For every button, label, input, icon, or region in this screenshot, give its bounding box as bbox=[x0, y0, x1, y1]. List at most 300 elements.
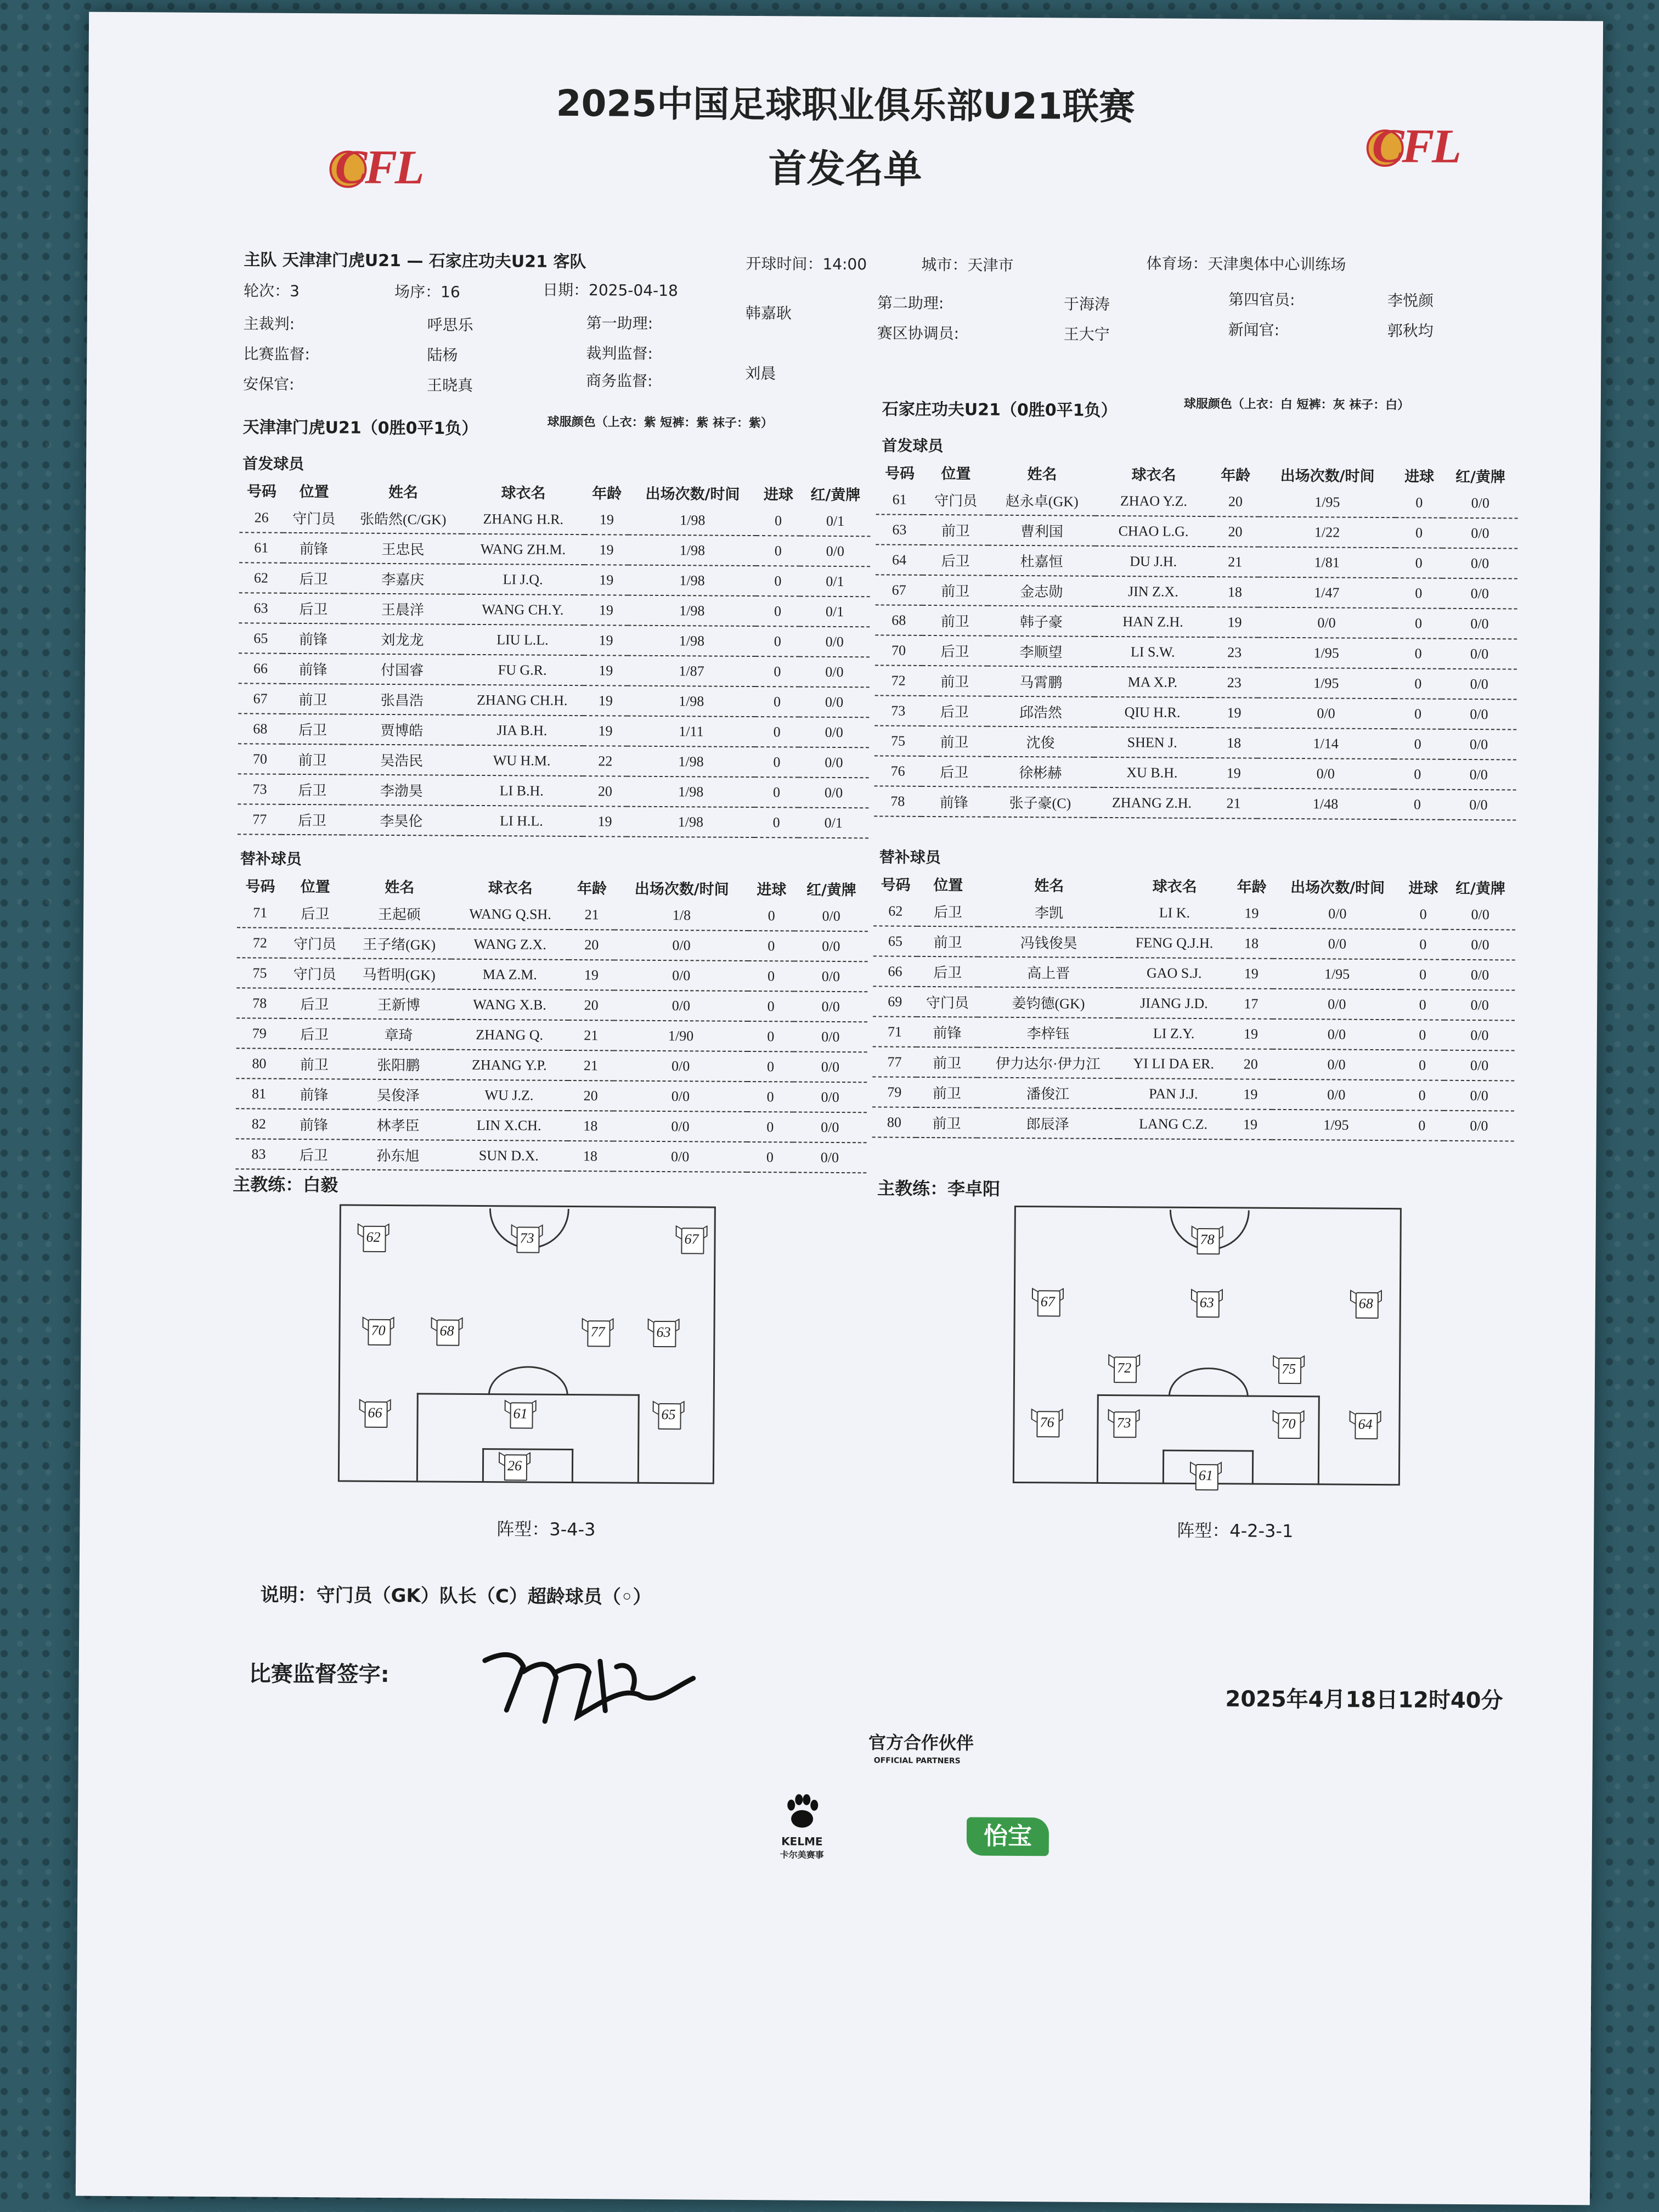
cell-name: 王子绪(GK) bbox=[347, 928, 452, 959]
col-header-apps: 出场次数/时间 bbox=[634, 880, 729, 898]
jersey-icon bbox=[652, 1400, 684, 1427]
cell-goals: 0 bbox=[755, 596, 799, 626]
cell-name: 李渤昊 bbox=[343, 774, 460, 805]
cell-goals: 0 bbox=[1395, 578, 1442, 609]
cell-age: 20 bbox=[568, 990, 614, 1021]
col-header-goals: 进球 bbox=[763, 486, 793, 503]
cell-name: 李凯 bbox=[978, 897, 1119, 928]
col-header-cards: 红/黄牌 bbox=[810, 486, 861, 504]
away-formation: 阵型：4-2-3-1 bbox=[1177, 1519, 1294, 1542]
cell-cards: 0/0 bbox=[799, 627, 870, 657]
home-subs-table bbox=[235, 871, 868, 1173]
cell-number: 69 bbox=[873, 986, 917, 1016]
player-row bbox=[239, 503, 870, 536]
cell-goals: 0 bbox=[755, 656, 799, 686]
cell-shirt-name: SUN D.X. bbox=[450, 1140, 568, 1171]
cell-cards: 0/0 bbox=[799, 687, 869, 718]
official-label: 第四官员: bbox=[1228, 290, 1295, 309]
player-row bbox=[238, 774, 868, 808]
cell-number: 67 bbox=[876, 575, 923, 605]
cell-cards: 0/0 bbox=[1441, 759, 1516, 790]
cell-name: 姜钧德(GK) bbox=[978, 987, 1119, 1018]
cell-shirt-name: WANG CH.Y. bbox=[461, 594, 584, 625]
jersey-number: 63 bbox=[656, 1324, 671, 1341]
cell-shirt-name: LI J.Q. bbox=[461, 564, 584, 595]
cell-age: 19 bbox=[568, 960, 614, 990]
official-value: 陆杨 bbox=[427, 346, 458, 364]
player-row bbox=[236, 988, 867, 1022]
cell-age: 19 bbox=[585, 505, 629, 534]
cell-goals: 0 bbox=[748, 1021, 794, 1052]
cell-age: 21 bbox=[1211, 547, 1259, 577]
cell-shirt-name: DU J.H. bbox=[1095, 546, 1211, 577]
jersey-number: 77 bbox=[590, 1324, 605, 1340]
cell-goals: 0 bbox=[747, 1142, 793, 1173]
jersey-icon bbox=[504, 1399, 536, 1426]
cell-age: 18 bbox=[567, 1111, 613, 1141]
cell-position: 守门员 bbox=[284, 503, 345, 533]
cell-apps: 1/98 bbox=[627, 807, 754, 837]
player-row bbox=[238, 804, 868, 838]
cell-apps: 0/0 bbox=[614, 1050, 748, 1081]
cell-position: 后卫 bbox=[283, 563, 345, 594]
cell-name: 张皓然(C/GK) bbox=[345, 503, 462, 533]
cell-apps: 1/87 bbox=[628, 656, 755, 686]
cell-shirt-name: WANG Q.SH. bbox=[452, 899, 569, 930]
sign-datetime: 2025年4月18日12时40分 bbox=[1225, 1686, 1503, 1714]
cell-name: 杜嘉恒 bbox=[988, 545, 1095, 576]
cell-apps: 1/22 bbox=[1259, 517, 1395, 548]
cell-shirt-name: HAN Z.H. bbox=[1094, 606, 1211, 637]
jersey-number: 73 bbox=[1116, 1415, 1131, 1431]
cell-apps: 0/0 bbox=[1273, 989, 1401, 1020]
cell-number: 63 bbox=[876, 514, 923, 545]
cell-name: 张子豪(C) bbox=[986, 787, 1093, 818]
cell-goals: 0 bbox=[755, 747, 799, 777]
cell-shirt-name: WU H.M. bbox=[460, 745, 583, 776]
jersey-icon bbox=[1108, 1408, 1139, 1436]
cell-name: 伊力达尔·伊力江 bbox=[978, 1048, 1119, 1079]
paw-icon bbox=[780, 1788, 824, 1832]
cell-apps: 0/0 bbox=[614, 930, 748, 960]
cell-age: 21 bbox=[568, 1050, 614, 1081]
col-header-shirt-name: 球衣名 bbox=[1152, 877, 1197, 896]
cell-apps: 1/90 bbox=[614, 1020, 748, 1051]
player-row bbox=[876, 485, 1518, 518]
col-header-cards: 红/黄牌 bbox=[1455, 880, 1506, 897]
cell-cards: 0/0 bbox=[1445, 900, 1515, 930]
cell-cards: 0/0 bbox=[793, 1082, 867, 1112]
cell-age: 18 bbox=[1229, 928, 1274, 958]
away-formation-pitch bbox=[1013, 1206, 1402, 1485]
cell-shirt-name: JIA B.H. bbox=[460, 715, 583, 746]
cell-apps: 0/0 bbox=[613, 1080, 747, 1111]
city: 城市：天津市 bbox=[921, 255, 1014, 274]
cell-shirt-name: LI H.L. bbox=[460, 806, 583, 836]
supervisor-signature bbox=[473, 1628, 704, 1739]
col-header-number: 号码 bbox=[245, 877, 275, 896]
cell-goals: 0 bbox=[754, 807, 798, 837]
player-row bbox=[239, 593, 870, 627]
cell-goals: 0 bbox=[756, 566, 800, 596]
cell-goals: 0 bbox=[748, 901, 794, 931]
away-subs-table bbox=[872, 870, 1516, 1141]
cell-apps: 1/8 bbox=[614, 900, 748, 930]
player-row bbox=[873, 986, 1515, 1020]
cell-goals: 0 bbox=[748, 931, 794, 961]
cell-shirt-name: ZHANG Q. bbox=[451, 1020, 568, 1050]
cell-goals: 0 bbox=[1401, 959, 1445, 989]
jersey-icon bbox=[1031, 1408, 1063, 1435]
cell-number: 76 bbox=[874, 756, 922, 786]
player-row bbox=[239, 653, 870, 687]
cell-goals: 0 bbox=[747, 1082, 793, 1112]
cell-goals: 0 bbox=[1393, 789, 1441, 820]
cell-cards: 0/0 bbox=[1445, 930, 1515, 960]
cell-age: 21 bbox=[568, 900, 614, 930]
cell-goals: 0 bbox=[1400, 1080, 1444, 1110]
player-row bbox=[236, 958, 867, 992]
cell-shirt-name: SHEN J. bbox=[1094, 727, 1210, 758]
cell-goals: 0 bbox=[756, 536, 800, 566]
cell-position: 前卫 bbox=[922, 726, 987, 757]
cell-cards: 0/0 bbox=[1444, 960, 1515, 990]
player-row bbox=[236, 1018, 867, 1052]
cell-age: 20 bbox=[1228, 1049, 1273, 1079]
cell-position: 前卫 bbox=[922, 666, 987, 696]
cell-position: 前锋 bbox=[283, 533, 345, 564]
player-row bbox=[873, 1016, 1515, 1050]
cell-shirt-name: LIU L.L. bbox=[461, 624, 584, 655]
cell-name: 王新博 bbox=[346, 989, 451, 1020]
col-header-goals: 进球 bbox=[1408, 879, 1438, 897]
home-starters-table bbox=[238, 476, 871, 838]
home-coach: 主教练：白毅 bbox=[233, 1174, 338, 1196]
cell-cards: 0/0 bbox=[794, 901, 868, 931]
cell-goals: 0 bbox=[1394, 699, 1441, 729]
cell-cards: 0/0 bbox=[1442, 639, 1517, 669]
cell-shirt-name: LIN X.CH. bbox=[450, 1110, 568, 1141]
jersey-number: 73 bbox=[520, 1230, 534, 1246]
cell-shirt-name: YI LI DA ER. bbox=[1119, 1048, 1229, 1079]
jersey-icon bbox=[647, 1318, 679, 1345]
cell-number: 65 bbox=[239, 623, 283, 653]
cell-cards: 0/0 bbox=[799, 717, 869, 748]
official-label: 安保官: bbox=[242, 375, 295, 393]
cell-number: 66 bbox=[873, 956, 917, 986]
match-date: 日期：2025-04-18 bbox=[543, 280, 678, 300]
official-label: 第二助理: bbox=[877, 294, 944, 313]
cell-shirt-name: MA Z.M. bbox=[452, 959, 569, 990]
cell-name: 邱浩然 bbox=[987, 696, 1094, 727]
cell-name: 张阳鹏 bbox=[346, 1049, 451, 1080]
jersey-number: 64 bbox=[1358, 1416, 1373, 1432]
player-row bbox=[874, 725, 1516, 759]
cell-apps: 1/95 bbox=[1272, 1110, 1400, 1140]
cbest-logo: 怡宝 bbox=[967, 1817, 1049, 1856]
cell-apps: 0/0 bbox=[614, 960, 748, 990]
cell-number: 73 bbox=[238, 774, 281, 804]
cell-shirt-name: JIANG J.D. bbox=[1119, 988, 1229, 1018]
home-team-name: 天津津门虎U21（0胜0平1负） bbox=[242, 418, 478, 438]
cell-cards: 0/1 bbox=[799, 596, 870, 627]
jersey-number: 61 bbox=[513, 1405, 528, 1422]
official-label: 主裁判: bbox=[243, 314, 295, 333]
cell-position: 前卫 bbox=[282, 744, 343, 775]
cell-position: 后卫 bbox=[281, 804, 343, 835]
cell-goals: 0 bbox=[1395, 638, 1442, 669]
cell-name: 马霄鹏 bbox=[988, 666, 1094, 697]
cell-number: 72 bbox=[237, 927, 283, 958]
jersey-icon bbox=[1350, 1289, 1382, 1316]
cell-number: 61 bbox=[876, 485, 923, 515]
cell-cards: 0/0 bbox=[794, 991, 867, 1022]
cell-age: 19 bbox=[1228, 1109, 1273, 1139]
jersey-number: 62 bbox=[366, 1229, 381, 1245]
jersey-number: 68 bbox=[439, 1322, 454, 1339]
cell-cards: 0/0 bbox=[800, 536, 870, 567]
col-header-name: 姓名 bbox=[388, 483, 419, 501]
cell-age: 23 bbox=[1211, 637, 1258, 668]
col-header-position: 位置 bbox=[299, 483, 329, 500]
cell-goals: 0 bbox=[1401, 929, 1446, 959]
cell-cards: 0/0 bbox=[794, 961, 867, 992]
cell-position: 后卫 bbox=[917, 897, 979, 927]
player-row bbox=[875, 665, 1517, 699]
cell-shirt-name: GAO S.J. bbox=[1119, 958, 1229, 988]
cell-position: 前锋 bbox=[283, 654, 344, 684]
player-row bbox=[872, 1046, 1514, 1080]
cell-number: 77 bbox=[238, 804, 281, 834]
jersey-number: 61 bbox=[1198, 1467, 1214, 1484]
cell-name: 吴浩民 bbox=[343, 744, 460, 775]
round: 轮次：3 bbox=[243, 282, 300, 300]
cell-name: 韩子豪 bbox=[988, 606, 1094, 637]
player-row bbox=[872, 1107, 1514, 1141]
player-row bbox=[875, 635, 1517, 669]
cell-cards: 0/0 bbox=[1441, 790, 1516, 820]
cell-apps: 1/98 bbox=[629, 535, 757, 566]
cell-position: 前卫 bbox=[922, 575, 988, 606]
signature-label: 比赛监督签字: bbox=[249, 1661, 390, 1688]
sheet-subtitle: 首发名单 bbox=[768, 146, 922, 192]
cell-number: 63 bbox=[239, 593, 283, 623]
kelme-logo bbox=[758, 1788, 847, 1861]
cell-number: 62 bbox=[239, 562, 283, 593]
cell-age: 18 bbox=[567, 1141, 613, 1172]
cell-apps: 0/0 bbox=[1273, 1049, 1401, 1080]
cell-position: 前锋 bbox=[917, 1017, 978, 1048]
cell-shirt-name: MA X.P. bbox=[1094, 667, 1211, 697]
player-row bbox=[876, 575, 1517, 609]
cell-age: 20 bbox=[583, 776, 627, 806]
cell-cards: 0/0 bbox=[799, 747, 869, 778]
cell-apps: 0/0 bbox=[1273, 1019, 1401, 1050]
cell-name: 李梓钰 bbox=[978, 1017, 1119, 1049]
legend-note: 说明：守门员（GK）队长（C）超龄球员（◦） bbox=[260, 1584, 652, 1608]
cell-number: 75 bbox=[874, 725, 922, 756]
cell-name: 贾博皓 bbox=[343, 714, 460, 745]
cell-apps: 1/95 bbox=[1258, 638, 1395, 669]
cell-age: 19 bbox=[583, 716, 627, 746]
cell-cards: 0/0 bbox=[799, 657, 870, 688]
cell-number: 70 bbox=[875, 635, 922, 666]
player-row bbox=[238, 744, 869, 778]
cell-position: 前卫 bbox=[916, 1107, 978, 1138]
official-value: 李悦颜 bbox=[1387, 291, 1434, 310]
cell-position: 后卫 bbox=[917, 956, 979, 987]
cell-apps: 0/0 bbox=[613, 1141, 747, 1172]
official-value: 王晓真 bbox=[426, 376, 473, 395]
col-header-name: 姓名 bbox=[1034, 877, 1064, 894]
cell-shirt-name: ZHANG CH.H. bbox=[461, 685, 584, 716]
cell-shirt-name: WANG ZH.M. bbox=[461, 534, 584, 565]
player-row bbox=[237, 927, 868, 961]
home-kit-colors: 球服颜色（上衣：紫 短裤：紫 袜子：紫） bbox=[547, 415, 774, 431]
col-header-name: 姓名 bbox=[1027, 465, 1057, 483]
jersey-icon bbox=[1191, 1288, 1223, 1315]
cell-number: 71 bbox=[237, 898, 283, 928]
cell-shirt-name: FENG Q.J.H. bbox=[1119, 927, 1229, 958]
cell-apps: 0/0 bbox=[1273, 928, 1401, 959]
player-row bbox=[876, 544, 1517, 578]
cell-shirt-name: XU B.H. bbox=[1094, 757, 1210, 788]
col-header-position: 位置 bbox=[941, 465, 971, 482]
jersey-number: 67 bbox=[684, 1231, 699, 1247]
cell-name: 金志勋 bbox=[988, 576, 1095, 606]
jersey-icon bbox=[431, 1316, 462, 1343]
jersey-icon bbox=[357, 1223, 389, 1250]
cell-number: 26 bbox=[239, 503, 283, 532]
cell-position: 后卫 bbox=[282, 774, 343, 805]
cell-number: 81 bbox=[236, 1078, 282, 1109]
col-header-goals: 进球 bbox=[1404, 468, 1435, 486]
cell-position: 前卫 bbox=[916, 1077, 978, 1108]
col-header-number: 号码 bbox=[884, 464, 915, 482]
cell-apps: 1/95 bbox=[1273, 959, 1401, 989]
cell-name: 郎辰泽 bbox=[977, 1108, 1118, 1139]
cell-age: 19 bbox=[584, 685, 628, 716]
cell-shirt-name: LI Z.Y. bbox=[1119, 1018, 1229, 1049]
cell-position: 前锋 bbox=[283, 623, 344, 654]
cell-age: 18 bbox=[1211, 577, 1259, 607]
cell-name: 林孝臣 bbox=[346, 1110, 450, 1140]
player-row bbox=[874, 756, 1516, 790]
cell-cards: 0/0 bbox=[1444, 1020, 1515, 1051]
official-label: 比赛监督: bbox=[243, 345, 310, 364]
cell-age: 19 bbox=[583, 806, 627, 836]
cell-name: 徐彬赫 bbox=[987, 757, 1094, 787]
cell-goals: 0 bbox=[1395, 548, 1442, 578]
cell-shirt-name: FU G.R. bbox=[461, 655, 584, 685]
cell-cards: 0/0 bbox=[1444, 1111, 1514, 1141]
cell-cards: 0/0 bbox=[794, 931, 868, 961]
cell-cards: 0/0 bbox=[1442, 609, 1517, 639]
cell-position: 守门员 bbox=[923, 485, 988, 515]
cell-shirt-name: LANG C.Z. bbox=[1118, 1108, 1228, 1139]
cell-cards: 0/0 bbox=[1442, 669, 1517, 700]
jersey-icon bbox=[362, 1316, 394, 1343]
cell-position: 后卫 bbox=[282, 714, 343, 745]
col-header-shirt-name: 球衣名 bbox=[1131, 466, 1176, 484]
cell-age: 20 bbox=[567, 1080, 613, 1111]
cell-goals: 0 bbox=[747, 1051, 793, 1082]
cell-age: 19 bbox=[1210, 697, 1257, 728]
cell-cards: 0/0 bbox=[1441, 699, 1516, 730]
cell-position: 守门员 bbox=[283, 928, 347, 959]
cell-number: 80 bbox=[872, 1107, 917, 1137]
player-row bbox=[238, 683, 869, 717]
cell-apps: 1/47 bbox=[1259, 577, 1395, 609]
cell-name: 李昊伦 bbox=[342, 804, 460, 835]
player-row bbox=[238, 713, 869, 747]
cell-shirt-name: CHAO L.G. bbox=[1095, 516, 1211, 547]
player-row bbox=[873, 896, 1515, 930]
col-header-position: 位置 bbox=[300, 878, 330, 896]
cell-number: 68 bbox=[238, 713, 282, 744]
col-header-position: 位置 bbox=[933, 876, 963, 894]
cell-cards: 0/0 bbox=[793, 1142, 866, 1173]
cell-apps: 1/98 bbox=[629, 505, 757, 536]
cell-name: 吴俊泽 bbox=[346, 1079, 450, 1110]
cell-cards: 0/0 bbox=[1441, 729, 1516, 760]
cell-number: 82 bbox=[236, 1108, 282, 1139]
col-header-apps: 出场次数/时间 bbox=[645, 485, 740, 503]
official-value: 呼思乐 bbox=[427, 316, 473, 334]
cell-position: 前卫 bbox=[917, 1047, 978, 1078]
away-subs-label: 替补球员 bbox=[879, 848, 941, 867]
col-header-shirt-name: 球衣名 bbox=[501, 484, 546, 502]
cell-age: 19 bbox=[1211, 607, 1258, 638]
cell-cards: 0/1 bbox=[800, 506, 870, 537]
player-row bbox=[237, 898, 868, 931]
jersey-number: 66 bbox=[368, 1404, 382, 1421]
cell-apps: 1/11 bbox=[627, 716, 755, 747]
cell-number: 70 bbox=[238, 744, 282, 774]
official-label: 裁判监督: bbox=[586, 344, 653, 363]
cell-apps: 0/0 bbox=[613, 1111, 747, 1141]
cell-age: 20 bbox=[1212, 487, 1259, 517]
cell-position: 守门员 bbox=[917, 987, 978, 1017]
cell-apps: 1/48 bbox=[1257, 789, 1393, 820]
cell-apps: 0/0 bbox=[1273, 899, 1401, 929]
stadium: 体育场：天津奥体中心训练场 bbox=[1146, 254, 1346, 274]
cell-name: 赵永卓(GK) bbox=[989, 486, 1096, 516]
player-row bbox=[875, 605, 1517, 639]
cell-shirt-name: LI B.H. bbox=[460, 775, 583, 806]
cell-name: 章琦 bbox=[346, 1019, 451, 1050]
jersey-number: 65 bbox=[661, 1406, 676, 1423]
cell-number: 83 bbox=[235, 1139, 281, 1169]
cell-cards: 0/0 bbox=[793, 1051, 867, 1082]
player-row bbox=[239, 623, 870, 657]
cell-apps: 1/98 bbox=[628, 626, 756, 656]
cell-cards: 0/0 bbox=[1442, 578, 1517, 609]
kelme-text: KELME bbox=[781, 1834, 823, 1848]
official-value: 于海涛 bbox=[1063, 295, 1110, 313]
cell-apps: 0/0 bbox=[1257, 758, 1394, 790]
cell-position: 前锋 bbox=[282, 1109, 346, 1140]
cell-age: 19 bbox=[584, 534, 628, 565]
cell-cards: 0/0 bbox=[798, 778, 868, 808]
col-header-age: 年龄 bbox=[1237, 878, 1267, 896]
cell-goals: 0 bbox=[755, 717, 799, 747]
jersey-number: 63 bbox=[1199, 1294, 1214, 1311]
cell-shirt-name: WANG Z.X. bbox=[452, 929, 569, 960]
cell-shirt-name: ZHANG Y.P. bbox=[451, 1050, 568, 1080]
jersey-icon bbox=[1191, 1225, 1223, 1252]
cell-number: 64 bbox=[876, 544, 923, 575]
